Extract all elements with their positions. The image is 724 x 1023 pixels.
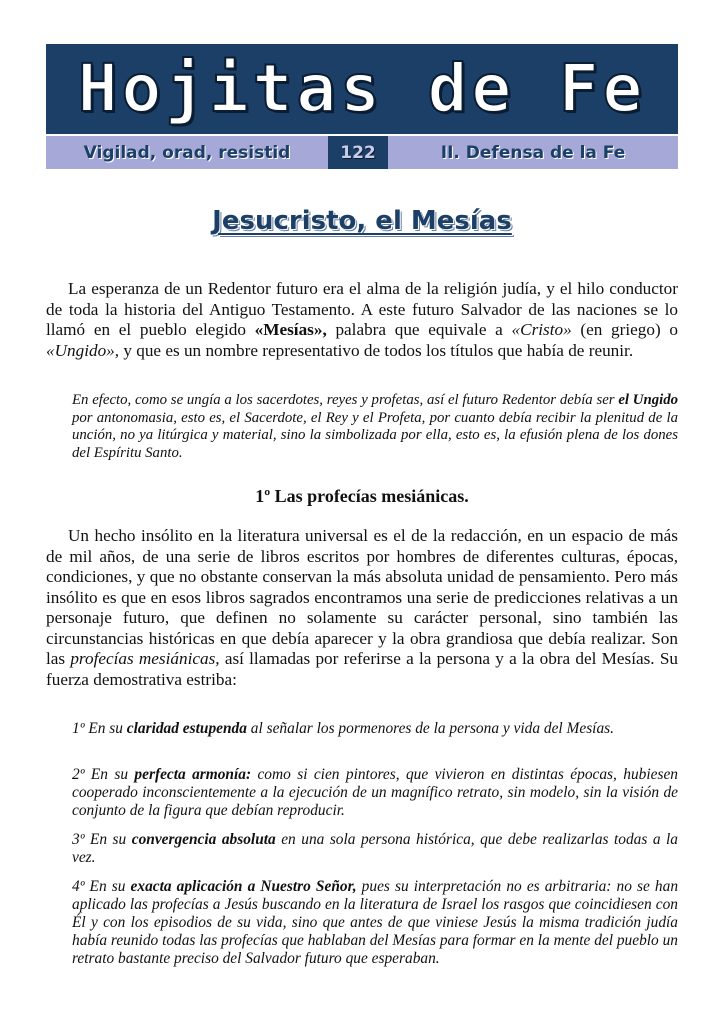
point-2: 2º En su perfecta armonía: como si cien pintores, que vivieron en distintas épocas, hubiesen cooperado inconscientemente a la ejecución de un magnífico retrato, sin modelo, sin la visión de conjunto de la figura que debían reproducir. [72,766,678,819]
header-banner [46,44,678,169]
point-4: 4º En su exacta aplicación a Nuestro Señor, pues su interpretación no es arbitraria: no se han aplicado las profecías a Jesús buscando en la literatura de Israel los rasgos que coincidiesen con Él y con los episodios de su vida, sino que antes de que viniese Jesús la misma tradición judía había reunido todas las profecías que hablaban del Mesías para formar en la mente del pueblo un retrato bastante preciso del Salvador futuro que esperaban. [72,878,679,967]
point-1: 1º En su claridad estupenda al señalar los pormenores de la persona y vida del Mesías. [72,720,614,737]
section-paragraph: Un hecho insólito en la literatura universal es el de la redacción, en un espacio de más de mil años, de una serie de libros escritos por hombres de diferentes culturas, épocas, condiciones, y que no obstante conservan la más absoluta unidad de pensamiento. Pero más insólito es que en esos libros sagrados encontramos una serie de predicciones relativas a un personaje futuro, que definen no solamente su carácter personal, sino también las circunstancias históricas en que debía aparecer y la obra grandiosa que debía realizar. Son las profecías mesiánicas, así llamadas por referirse a la persona y a la obra del Mesías. Su fuerza demostrativa estriba: [46,526,678,689]
publication-title: Hojitas de Fe [77,50,647,127]
intro-paragraph: La esperanza de un Redentor futuro era el alma de la religión judía, y el hilo conductor de toda la historia del Antiguo Testamento. A este futuro Salvador de las naciones se lo llamó en el pueblo elegido «Mesías», palabra que equivale a «Cristo» (en griego) o «Ungido», y que es un nombre representativo de todos los títulos que había de reunir. [46,279,678,360]
banner-subbar [46,136,678,169]
section-heading: 1º Las profecías mesiánicas. [255,486,469,506]
issue-number: 122 [328,136,388,169]
article-title: Jesucristo, el Mesías [212,206,512,236]
point-3: 3º En su convergencia absoluta en una sola persona histórica, que debe realizarlas todas a la vez. [72,831,678,866]
series-section: II. Defensa de la Fe [388,136,678,169]
banner-title-area [46,44,678,134]
motto: Vigilad, orad, resistid [46,136,328,169]
intro-note: En efecto, como se ungía a los sacerdotes, reyes y profetas, así el futuro Redentor debía ser el Ungido por antonomasia, esto es, el Sacerdote, el Rey y el Profeta, por cuanto debía recibir la plenitud de la unción, no ya litúrgica y material, sino la simbolizada por ella, esto es, la efusión plena de los dones del Espíritu Santo. [72,392,678,461]
